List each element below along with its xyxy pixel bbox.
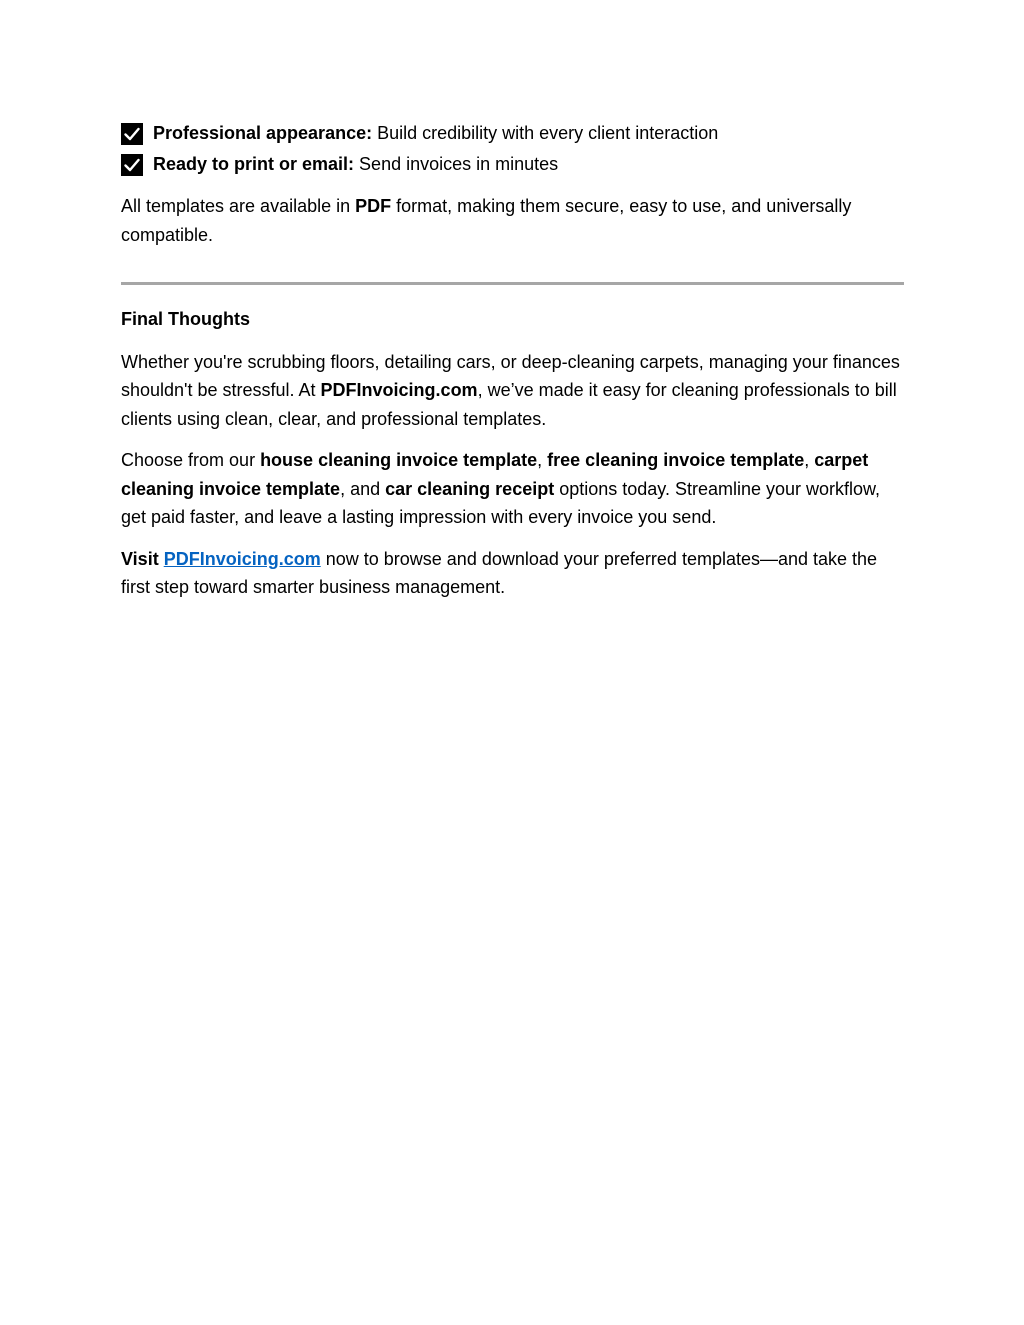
checklist-item-text xyxy=(153,150,558,179)
checklist-description: Build credibility with every client interaction xyxy=(372,123,719,144)
check-mark-icon xyxy=(121,154,143,176)
text-run: , we’ve made it easy for cleaning professionals to bill clients using clean, clear, and professional templates. xyxy=(121,380,897,429)
text-run: All templates are available in xyxy=(121,196,356,216)
text-run: Choose from our xyxy=(121,450,261,470)
bold-run: PDFInvoicing.com xyxy=(320,380,478,400)
checklist-label: Ready to print or email: xyxy=(153,154,355,175)
text-run: , and xyxy=(340,478,386,499)
section-heading: Final Thoughts xyxy=(121,309,250,329)
paragraph-visit xyxy=(121,545,904,602)
paragraph-templates xyxy=(121,446,904,532)
pdfinvoicing-link[interactable]: PDFInvoicing.com xyxy=(163,548,321,569)
bold-run: free cleaning invoice template xyxy=(547,450,805,470)
checklist-description: Send invoices in minutes xyxy=(354,154,559,175)
bold-run: car cleaning receipt xyxy=(385,478,555,499)
checklist-item-text xyxy=(153,119,718,148)
text-run: , xyxy=(804,450,815,470)
bold-run: Visit xyxy=(121,548,159,569)
formats-paragraph xyxy=(121,192,904,249)
document-page xyxy=(121,118,904,615)
checklist-item xyxy=(121,149,904,180)
text-run: format, making them secure, easy to use, and universally compatible. xyxy=(121,196,852,245)
text-run: now to browse and download your preferred templates—and take the first step toward smarter business management. xyxy=(121,548,878,597)
paragraph-intro xyxy=(121,348,904,434)
bold-run: carpet cleaning invoice template xyxy=(121,450,869,499)
checklist-item xyxy=(121,118,904,149)
text-run: Whether you're scrubbing floors, detailing cars, or deep-cleaning carpets, managing your finances shouldn't be stressful. At xyxy=(121,351,900,400)
check-mark-icon xyxy=(121,123,143,145)
text-run: , xyxy=(537,450,548,470)
text-run: options today. Streamline your workflow, get paid faster, and leave a lasting impression with every invoice you send. xyxy=(121,478,881,527)
horizontal-divider xyxy=(121,282,904,285)
bold-run: house cleaning invoice template xyxy=(260,450,538,470)
checklist-label: Professional appearance: xyxy=(153,123,373,144)
bold-run: PDF xyxy=(355,196,392,216)
